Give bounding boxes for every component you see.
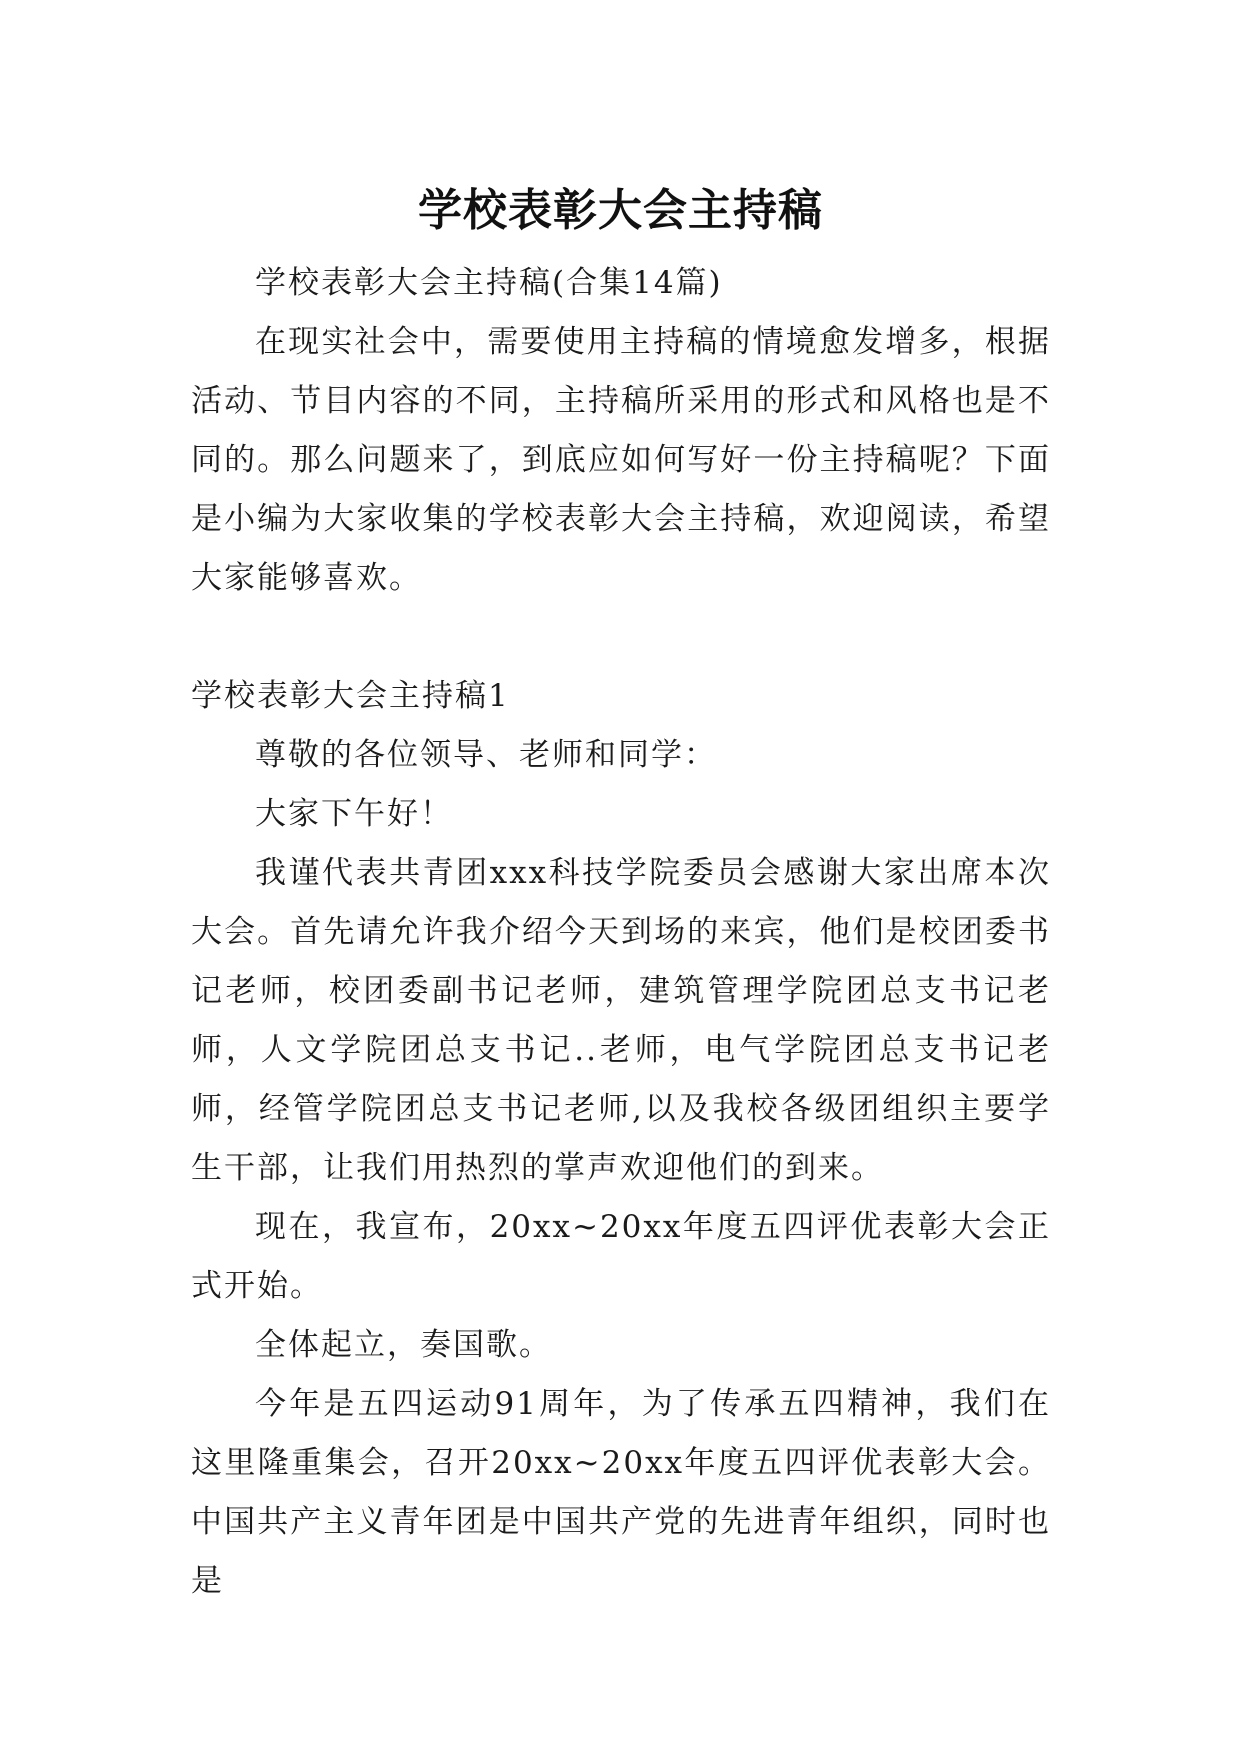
intro-paragraph: 在现实社会中，需要使用主持稿的情境愈发增多，根据活动、节目内容的不同，主持稿所采用的形式和风格也是不同的。那么问题来了，到底应如何写好一份主持稿呢？下面是小编为大家收集的学校表彰大会主持稿，欢迎阅读，希望大家能够喜欢。 [191,324,1051,596]
body-paragraph: 全体起立，奏国歌。 [255,1327,552,1363]
body-paragraph: 我谨代表共青团xxx科技学院委员会感谢大家出席本次大会。首先请允许我介绍今天到场的来宾，他们是校团委书记老师，校团委副书记老师，建筑管理学院团总支书记老师，人文学院团总支书记..老师，电气学院团总支书记老师，经管学院团总支书记老师,以及我校各级团组织主要学生干部，让我们用热烈的掌声欢迎他们的到来。 [191,855,1051,1186]
section-gap [191,608,1051,667]
body-paragraph: 大家下午好！ [255,796,453,832]
section-heading: 学校表彰大会主持稿1 [191,678,510,714]
document-body [191,254,1051,1611]
body-paragraph: 尊敬的各位领导、老师和同学： [255,737,717,773]
body-paragraph: 今年是五四运动91周年，为了传承五四精神，我们在这里隆重集会，召开20xx~20xx年度五四评优表彰大会。中国共产主义青年团是中国共产党的先进青年组织，同时也是 [191,1386,1051,1599]
document-subtitle: 学校表彰大会主持稿(合集14篇) [255,265,723,301]
body-paragraph: 现在，我宣布，20xx~20xx年度五四评优表彰大会正式开始。 [191,1209,1051,1304]
document-title: 学校表彰大会主持稿 [418,185,823,237]
